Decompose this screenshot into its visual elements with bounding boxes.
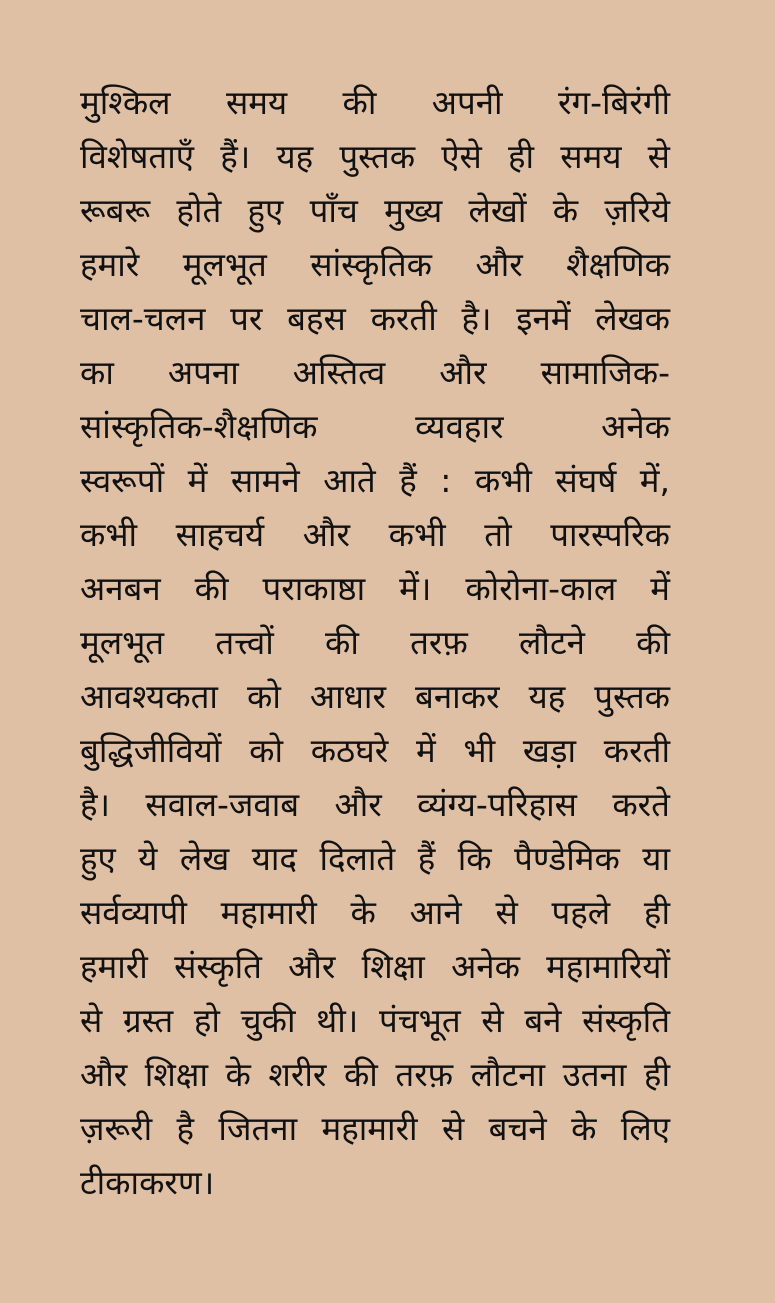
- blurb-line: विशेषताएँ हैं। यह पुस्तक ऐसे ही समय से: [80, 137, 670, 176]
- blurb-line: से ग्रस्त हो चुकी थी। पंचभूत से बने संस्कृति: [80, 1001, 670, 1040]
- blurb-line: मुश्किल समय की अपनी रंग-बिरंगी: [80, 83, 670, 122]
- blurb-line: सर्वव्यापी महामारी के आने से पहले ही: [80, 893, 670, 932]
- blurb-line: चाल-चलन पर बहस करती है। इनमें लेखक: [80, 299, 670, 338]
- blurb-line: कभी साहचर्य और कभी तो पारस्परिक: [80, 515, 670, 554]
- blurb-line: टीकाकरण।: [80, 1163, 215, 1202]
- blurb-line: आवश्यकता को आधार बनाकर यह पुस्तक: [80, 677, 670, 716]
- blurb-line: रूबरू होते हुए पाँच मुख्य लेखों के ज़रिये: [80, 191, 670, 230]
- blurb-line: और शिक्षा के शरीर की तरफ़ लौटना उतना ही: [80, 1055, 670, 1094]
- blurb-line: हुए ये लेख याद दिलाते हैं कि पैण्डेमिक या: [80, 839, 670, 878]
- blurb-line: हमारे मूलभूत सांस्कृतिक और शैक्षणिक: [80, 245, 670, 284]
- blurb-line: का अपना अस्तित्व और सामाजिक-: [80, 353, 670, 392]
- blurb-line: मूलभूत तत्त्वों की तरफ़ लौटने की: [80, 623, 670, 662]
- blurb-line: है। सवाल-जवाब और व्यंग्य-परिहास करते: [80, 785, 670, 824]
- blurb-line: ज़रूरी है जितना महामारी से बचने के लिए: [80, 1109, 670, 1148]
- blurb-line: हमारी संस्कृति और शिक्षा अनेक महामारियों: [80, 947, 670, 986]
- blurb-text: [80, 76, 670, 1210]
- blurb-line: स्वरूपों में सामने आते हैं : कभी संघर्ष में,: [80, 461, 670, 500]
- blurb-line: सांस्कृतिक-शैक्षणिक व्यवहार अनेक: [80, 407, 670, 446]
- blurb-line: बुद्धिजीवियों को कठघरे में भी खड़ा करती: [80, 731, 670, 770]
- blurb-line: अनबन की पराकाष्ठा में। कोरोना-काल में: [80, 569, 670, 608]
